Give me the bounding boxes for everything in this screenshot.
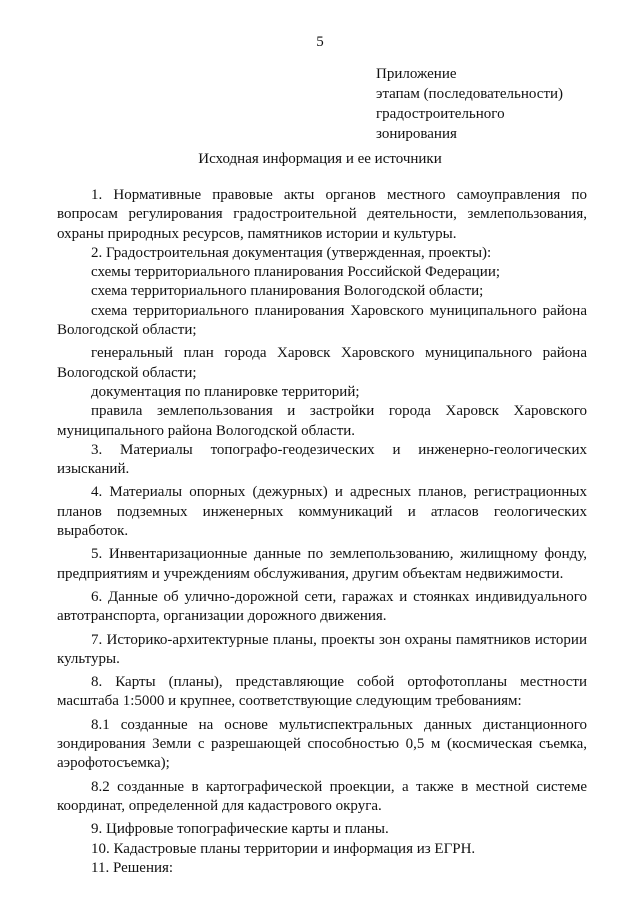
paragraph-item-8: 8. Карты (планы), представляющие собой ортофотопланы местности масштаба 1:5000 и крупнее, соответствующие следующим требованиям:	[57, 674, 587, 710]
appendix-line: Приложение	[376, 66, 457, 82]
document-title: Исходная информация и ее источники	[198, 151, 442, 167]
appendix-line: зонирования	[376, 126, 457, 142]
paragraph-subitem: документация по планировке территорий;	[91, 383, 360, 400]
paragraph-subitem-8-2: 8.2 созданные в картографической проекции, а также в местной системе координат, определенной для кадастрового округа.	[57, 778, 587, 814]
paragraph-subitem: схема территориального планирования Вологодской области;	[91, 283, 484, 300]
paragraph-item-1: 1. Нормативные правовые акты органов местного самоуправления по вопросам регулирования градостроительной деятельности, землепользования, охраны природных ресурсов, памятников истории и культуры.	[57, 187, 587, 242]
paragraph-subitem-8-1: 8.1 созданные на основе мультиспектральных данных дистанционного зондирования Земли с разрешающей способностью 0,5 м (космическая съемка, аэрофотосъемка);	[57, 716, 587, 772]
paragraph-subitem: схема территориального планирования Харовского муниципального района Вологодской области;	[57, 302, 587, 339]
paragraph-item-6: 6. Данные об улично-дорожной сети, гаражах и стоянках индивидуального автотранспорта, организации дорожного движения.	[57, 588, 587, 625]
paragraph-item-7: 7. Историко-архитектурные планы, проекты зон охраны памятников истории культуры.	[57, 631, 587, 667]
paragraph-item-10: 10. Кадастровые планы территории и информация из ЕГРН.	[91, 840, 476, 857]
paragraph-item-9: 9. Цифровые топографические карты и планы.	[91, 821, 389, 838]
appendix-block	[376, 64, 626, 144]
paragraph-item-11: 11. Решения:	[91, 859, 174, 876]
page-number: 5	[316, 34, 324, 50]
paragraph-subitem: генеральный план города Харовск Харовского муниципального района Вологодской области;	[57, 345, 587, 381]
paragraph-item-4: 4. Материалы опорных (дежурных) и адресных планов, регистрационных планов подземных инженерных коммуникаций и атласов геологических выработок.	[57, 484, 587, 540]
appendix-line: градостроительного	[376, 106, 505, 122]
paragraph-item-3: 3. Материалы топографо-геодезических и инженерно-геологических изысканий.	[57, 441, 587, 478]
document-body	[57, 186, 587, 878]
paragraph-item-5: 5. Инвентаризационные данные по землепользованию, жилищному фонду, предприятиям и учреждениям обслуживания, другим объектам недвижимости.	[57, 546, 587, 582]
paragraph-item-2: 2. Градостроительная документация (утвержденная, проекты):	[91, 244, 492, 261]
appendix-line: этапам (последовательности)	[376, 86, 564, 102]
paragraph-subitem: схемы территориального планирования Российской Федерации;	[91, 264, 501, 281]
paragraph-subitem: правила землепользования и застройки города Харовск Харовского муниципального района Вологодской области.	[57, 403, 587, 439]
